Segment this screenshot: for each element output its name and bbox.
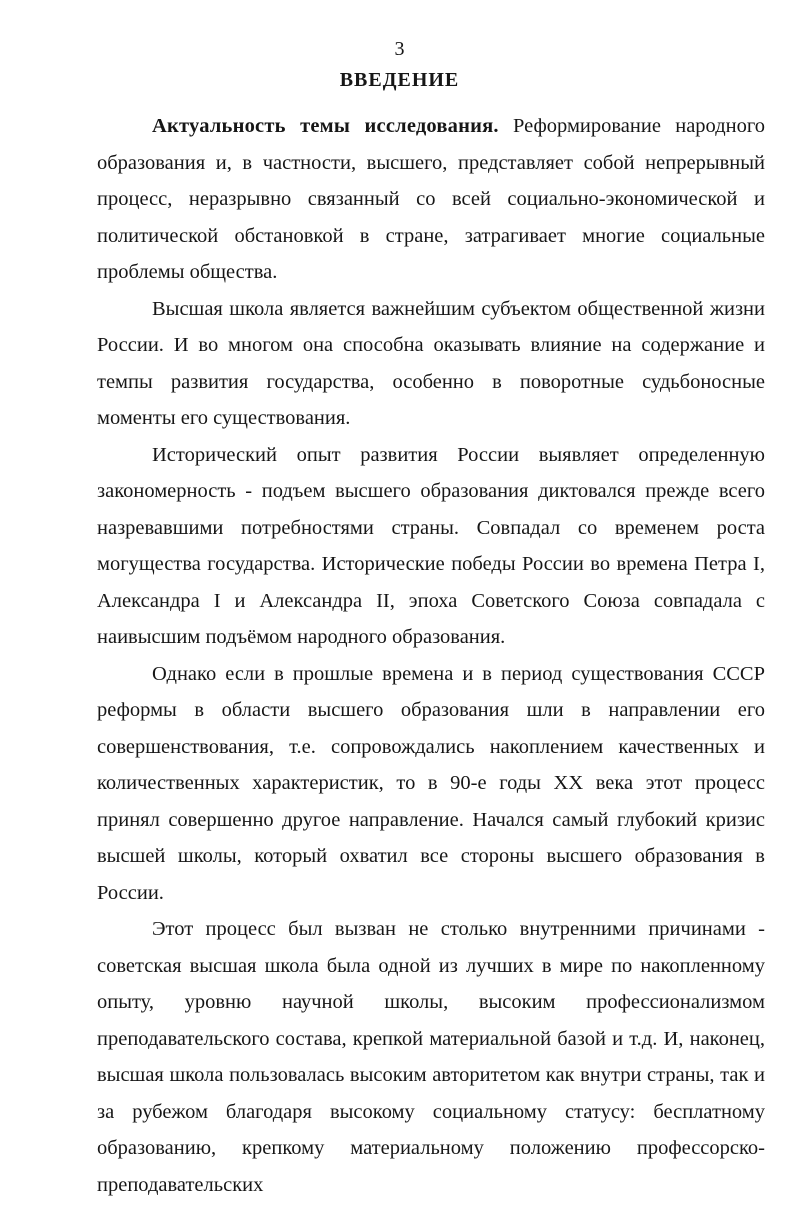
paragraph-lead: Актуальность темы исследования. xyxy=(152,115,499,137)
page-number: 3 xyxy=(394,38,405,60)
paragraph-text: Реформирование народного образования и, в частности, высшего, представляет собой непрерывный процесс, неразрывно связанный со всей социально-экономической и политической обстановкой в стране, затрагивает многие социальные проблемы общества. xyxy=(97,115,765,283)
paragraph-relevance xyxy=(97,108,765,291)
paragraph-historical-experience: Исторический опыт развития России выявляет определенную закономерность - подъем высшего образования диктовался прежде всего назревавшими потребностями страны. Совпадал со временем роста могущества государства. Исторические победы России во времена Петра I, Александра I и Александра II, эпоха Советского Союза совпадала с наивысшим подъёмом народного образования. xyxy=(97,443,765,648)
paragraph-process-causes: Этот процесс был вызван не столько внутренними причинами - советская высшая школа была одной из лучших в мире по накопленному опыту, уровню научной школы, высоким профессионализмом преподавательского состава, крепкой материальной базой и т.д. И, наконец, высшая школа пользовалась высоким авторитетом как внутри страны, так и за рубежом благодаря высокому социальному статусу: бесплатному образованию, крепкому материальному положению профессорско-преподавательских xyxy=(97,918,765,1196)
paragraph-crisis: Однако если в прошлые времена и в период существования СССР реформы в области высшего образования шли в направлении его совершенствования, т.е. сопровождались накоплением качественных и количественных характеристик, то в 90-е годы XX века этот процесс принял совершенно другое направление. Начался самый глубокий кризис высшей школы, который охватил все стороны высшего образования в России. xyxy=(97,662,765,904)
paragraph-higher-school: Высшая школа является важнейшим субъектом общественной жизни России. И во многом она способна оказывать влияние на содержание и темпы развития государства, особенно в поворотные судьбоносные моменты его существования. xyxy=(97,297,765,429)
section-heading: ВВЕДЕНИЕ xyxy=(339,69,460,91)
body-text xyxy=(97,108,765,1203)
